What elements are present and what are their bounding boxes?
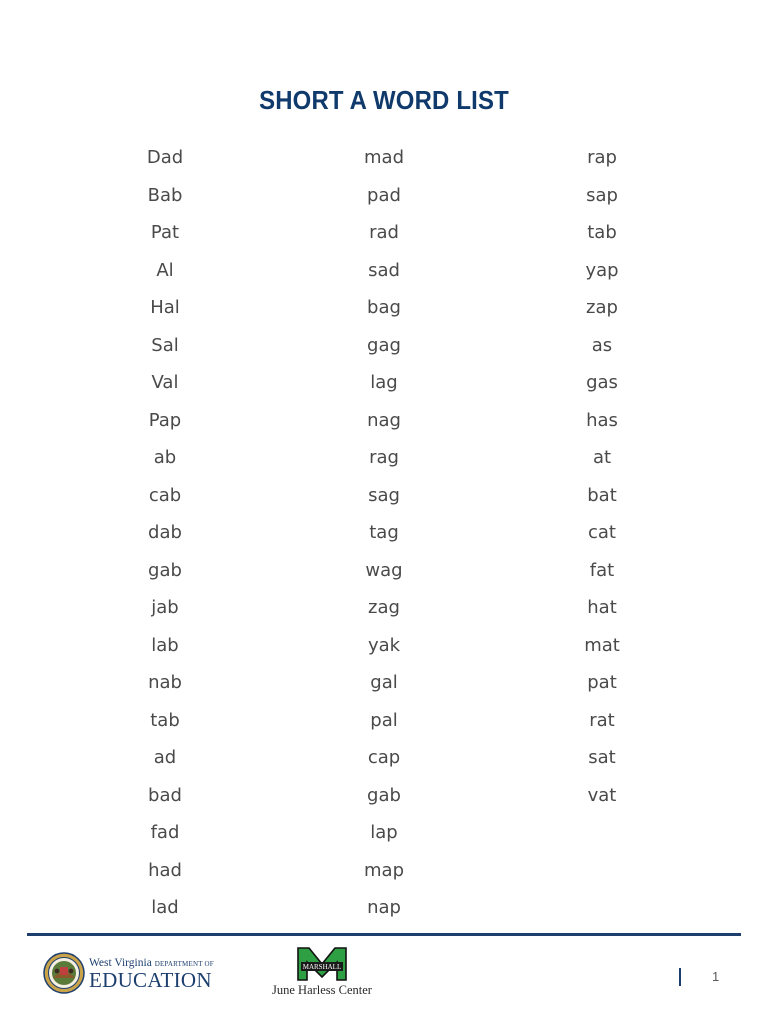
word-item: cat: [588, 522, 616, 543]
word-item: yak: [367, 634, 401, 656]
word-item: sad: [368, 259, 400, 281]
word-item: pat: [587, 672, 617, 693]
word-item: lad: [151, 897, 179, 918]
word-item: bad: [148, 784, 182, 806]
word-item: mad: [364, 147, 404, 168]
word-item: Bab: [147, 184, 183, 206]
word-item: vat: [587, 784, 617, 806]
word-item: zap: [586, 297, 618, 318]
word-item: zag: [368, 597, 400, 618]
marshall-m-icon: [295, 946, 349, 982]
marshall-logo: [262, 946, 382, 998]
word-item: gab: [367, 784, 401, 806]
wvde-education-label: EDUCATION: [89, 967, 212, 992]
word-item: Dad: [146, 147, 184, 168]
word-item: hat: [587, 597, 617, 618]
page-number: 1: [712, 969, 720, 984]
word-item: gas: [586, 372, 618, 393]
word-item: bag: [367, 297, 401, 318]
word-item: fad: [150, 822, 180, 843]
word-item: rap: [587, 147, 617, 168]
word-item: tab: [150, 709, 180, 731]
wvde-department-label: DEPARTMENT OF: [154, 959, 214, 968]
word-item: Pap: [148, 409, 182, 431]
word-item: mat: [584, 634, 620, 656]
word-item: cab: [148, 484, 182, 506]
word-item: tab: [587, 222, 617, 243]
word-item: ad: [153, 747, 177, 768]
word-item: rad: [369, 222, 399, 243]
word-item: yap: [585, 259, 619, 281]
word-item: bat: [587, 484, 617, 506]
footer-divider: [27, 933, 741, 936]
word-column-3: [522, 139, 682, 814]
wvde-state-name: West Virginia DEPARTMENT OF: [89, 956, 214, 969]
word-item: jab: [151, 597, 179, 618]
page-number-divider: [679, 968, 681, 986]
marshall-wordmark: MARSHALL: [302, 963, 342, 972]
word-item: Val: [151, 372, 179, 393]
word-item: tag: [369, 522, 399, 543]
word-item: lag: [370, 372, 398, 393]
word-item: nap: [367, 897, 401, 918]
state-seal-icon: [43, 952, 85, 994]
word-item: gal: [370, 672, 398, 693]
page-title: SHORT A WORD LIST: [259, 85, 509, 116]
word-item: Al: [156, 259, 174, 281]
word-item: rat: [589, 709, 615, 731]
word-item: cap: [367, 747, 401, 768]
word-item: gab: [148, 559, 182, 581]
word-item: Sal: [151, 334, 179, 356]
center-name: June Harless Center: [272, 983, 372, 997]
word-item: map: [364, 859, 404, 881]
word-item: ab: [153, 447, 177, 468]
word-item: Hal: [150, 297, 180, 318]
word-item: wag: [365, 559, 403, 581]
word-item: gag: [367, 334, 401, 356]
word-item: had: [148, 859, 182, 881]
word-item: dab: [148, 522, 182, 543]
word-column-1: [85, 139, 245, 927]
word-item: sat: [588, 747, 616, 768]
word-item: as: [591, 334, 613, 356]
word-item: pal: [370, 709, 398, 731]
word-item: lap: [370, 822, 398, 843]
word-item: Pat: [150, 222, 180, 243]
word-item: nag: [367, 409, 401, 431]
word-item: at: [592, 447, 612, 468]
word-item: pad: [367, 184, 401, 206]
word-item: fat: [589, 559, 615, 581]
word-item: has: [586, 409, 618, 431]
word-item: nab: [148, 672, 182, 693]
word-item: lab: [151, 634, 179, 656]
word-item: rag: [369, 447, 399, 468]
word-column-2: [304, 139, 464, 927]
wvde-logo: [43, 952, 214, 994]
word-item: sag: [368, 484, 400, 506]
word-item: sap: [586, 184, 618, 206]
